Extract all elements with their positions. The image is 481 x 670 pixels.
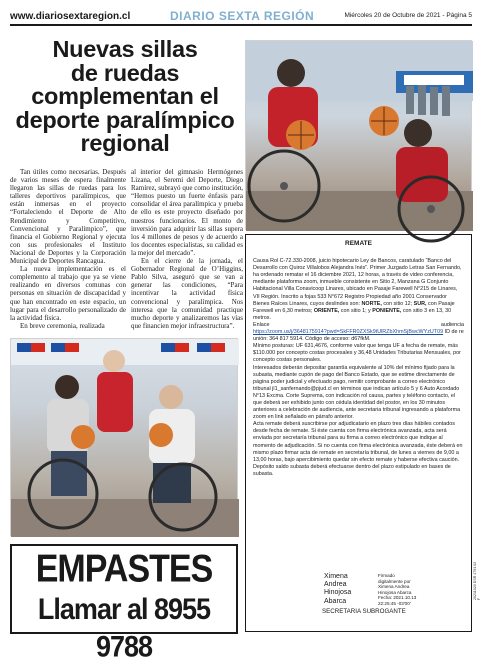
article-column-right: [131, 168, 243, 330]
article-paragraph: En breve ceremonia, realizada: [20, 321, 105, 330]
players-illustration: [246, 41, 473, 231]
side-code: 20211020 DSR 4791 02 F: [473, 561, 481, 600]
notice-paragraph: Depósito saldo subasta deberá efectuarse dentro del plazo estipulado en bases de subasta.: [253, 463, 451, 477]
article-paragraph: En el cierre de la jornada, el Gobernador Regional de O’Higgins, Pablo Silva, aseguró que se van a generar las condiciones, “Para incentivar la actividad física convencional y paralímpica. Nos interesa que la comunidad practique mucho deporte y analizaremos las vías que financien mejor infraestructura”.: [131, 257, 243, 330]
notice-paragraph: Acta remate deberá suscribirse por adjudicatario en plazo tres días hábiles contados desde fecha de remate. Si éste cuenta con firma electrónica avanzada, acta será enviada por secretaría tribunal para su firma a correo electrónico que indique al momento de adjudicación. Si no cuenta con firma electrónica avanzada, éste deberá en mismo plazo firmar acta de remate en secretaría tribunal, de lunes a viernes de 9,00 a 13,00 horas, bajo apercibimiento quedar sin efecto remate y haberse efectiva caución.: [253, 421, 463, 463]
page-header: [10, 8, 472, 26]
newspaper-name: DIARIO SEXTA REGIÓN: [170, 9, 315, 23]
article-paragraph: Tan útiles como necesarias. Después de varios meses de espera finalmente llegaron las sillas de ruedas para los talleres deportivos paralímpicos, que están inmersas en el proyecto “Fortaleciendo el Deporte de Alto Rendimiento y Competitivo, Convencional y Paralímpico”, que financia el Gobierno Regional y ejecuta con sus profesionales el Instituto Nacional de Deportes y la Corporación Municipal de Deportes Rancagua.: [10, 168, 126, 266]
advertisement-empastes: [10, 544, 238, 664]
article-paragraph: al interior del gimnasio Hermógenes Lizana, el Seremi del Deporte, Diego Ramírez, subrayó que como institución, “Hemos puesto un fuerte énfasis para consolidar el área paralímpica y prueba de ello es este proyecto diseñado por nuestros funcionarios. El monto de inversión para adquirir las sillas supera los 4 millones de pesos y de acuerdo a los docentes especialistas, su calidad es la mejor del mercado”.: [131, 168, 243, 257]
digital-signature-stamp: Firmado digitalmente por Ximena Andrea Hinojosa Abarca Fecha: 2021.10.13 22:25:45 -03'00': [378, 573, 417, 606]
photo-wheelchair-players: [245, 40, 472, 230]
site-url[interactable]: www.diariosextaregion.cl: [10, 11, 131, 22]
headline-line: complementan el: [31, 83, 219, 109]
notice-link-row: Enlace audiencia: [253, 321, 464, 328]
signature-block: [246, 573, 471, 628]
zoom-link[interactable]: https://zoom.us/j/3648175914?pwd=SkFFR0ZXSk9tUlRZbXhmSjBwcWYzUT09: [253, 329, 444, 336]
photo-officials-wheelchairs: [10, 338, 238, 536]
notice-title: REMATE: [345, 240, 372, 247]
ad-phone[interactable]: Llamar al 8955 9788: [37, 592, 211, 664]
headline-line: de ruedas: [70, 59, 180, 86]
ad-title: EMPASTES: [35, 547, 213, 591]
headline-line: deporte paralímpico: [15, 106, 235, 133]
signer-role: SECRETARIA SUBROGANTE: [322, 608, 406, 615]
notice-paragraph: Interesados deberán depositar garantía equivalente al 10% del mínimo fijado para la subasta, mediante cupón de pago del Banco Estado, que se estime directamente de página poder judicial y efectuado pago, remitir comprobante a correo electrónico tribunal jl1_sanfernando@pjud.cl en términos que indican artículo 5 y 6 Auto Acordado N°13 Excma. Corte Suprema, con indicación rol causa, partes y teléfono contacto, el que deberá ser exhibido junto con cédula identidad del postor, en los 30 minutos anteriores a celebración de audiencia, ante secretaria tribunal ingresando a plataforma zoom en link señalado en párrafo anterior.: [253, 364, 461, 421]
legal-notice-remate: [245, 234, 472, 632]
notice-paragraph: Mínimo posturas: UF 631,4676, conforme valor que tenga UF a fecha de remate, más $110.000 por concepto costas procesales y 36,48 Unidades Tributarias Mensuales, por concepto costas personales.: [253, 343, 461, 364]
article-column-left: [10, 168, 126, 330]
signer-name: Ximena Andrea Hinojosa Abarca: [324, 573, 352, 605]
article-paragraph: La nueva implementación es el complemento al trabajo que ya se viene realizando en diversos comunas con personas en situación de discapacidad y que han encontrado en este espacio, un lugar para el desarrollo personalizado de la actividad física.: [10, 265, 126, 322]
notice-paragraph: https://zoom.us/j/3648175914?pwd=SkFFR0ZXSk9tUlRZbXhmSjBwcWYzUT09 ID de reunión: 364 817 5914. Código de acceso: d67fkM.: [253, 329, 464, 343]
headline-line: regional: [80, 130, 170, 156]
notice-paragraph: Causa Rol C-72.330-2008, juicio hipotecario Ley de Bancos, caratulado “Banco del Desarrollo con Quiroz Villalobos Alejandra Inés”. Primer Juzgado Letras San Fernando, ha ordenado rematar el 16 diciembre 2021, 12 horas, a través de video conferencia, mediante plataforma zoom, inmueble consistente en Sitio 2, Manzana G Conjunto Habitacional Villa Conavicoop Linares, ubicado en Pasaje Farewell N°215 de Linares, VII Región. Inscrito a fojas 533 N°672 Registro Propiedad año 2001 Conservador Bienes Raíces Linares, cuyos deslindes son: NORTE, con sitio 12; SUR, con Pasaje Farewell en 6,30 metros; ORIENTE, con sitio 1; y PONIENTE, con sitio 3 en 13, 30 metros.: [253, 258, 462, 321]
date-page: Miércoles 20 de Octubre de 2021 - Página 5: [344, 12, 472, 19]
article-headline: [12, 38, 238, 156]
headline-line: Nuevas sillas: [52, 36, 198, 62]
officials-illustration: [11, 339, 239, 537]
